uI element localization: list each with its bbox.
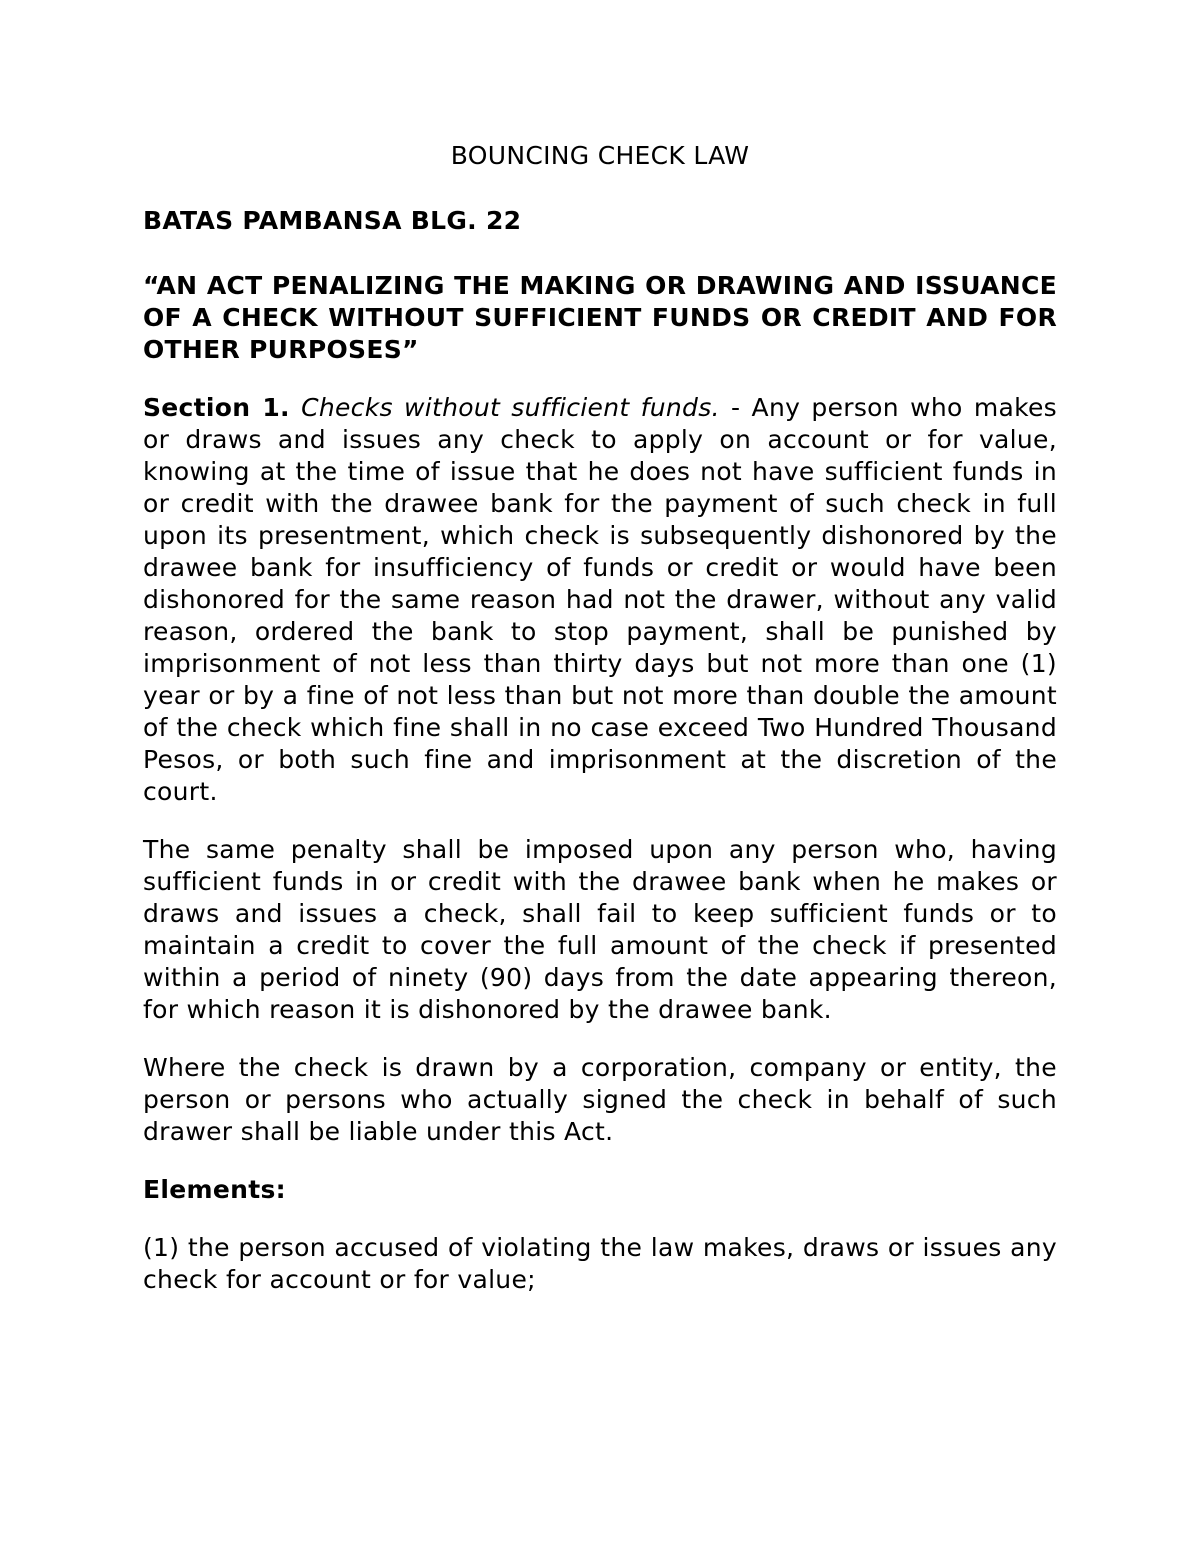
- section-1-body: - Any person who makes or draws and issues any check to apply on account or for value, knowing at the time of issue that he does not have sufficient funds in or credit with the drawee bank for the payment of such check in full upon its presentment, which check is subsequently dishonored by the drawee bank for insufficiency of funds or credit or would have been dishonored for the same reason had not the drawer, without any valid reason, ordered the bank to stop payment, shall be punished by imprisonment of not less than thirty days but not more than one (1) year or by a fine of not less than but not more than double the amount of the check which fine shall in no case exceed Two Hundred Thousand Pesos, or both such fine and imprisonment at the discretion of the court.: [143, 393, 1057, 806]
- law-number-heading: BATAS PAMBANSA BLG. 22: [143, 206, 522, 235]
- element-1: (1) the person accused of violating the law makes, draws or issues any check for account or for value;: [143, 1233, 1057, 1294]
- document-title: BOUNCING CHECK LAW: [450, 141, 750, 170]
- elements-heading: Elements:: [143, 1175, 286, 1204]
- section-1-paragraph: [143, 392, 1057, 808]
- paragraph-same-penalty: The same penalty shall be imposed upon any person who, having sufficient funds in or credit with the drawee bank when he makes or draws and issues a check, shall fail to keep sufficient funds or to maintain a credit to cover the full amount of the check if presented within a period of ninety (90) days from the date appearing thereon, for which reason it is dishonored by the drawee bank.: [143, 835, 1057, 1024]
- document-body: [143, 140, 1057, 1296]
- section-1-label: Section 1.: [143, 393, 290, 422]
- act-title: “AN ACT PENALIZING THE MAKING OR DRAWING AND ISSUANCE OF A CHECK WITHOUT SUFFICIENT FUNDS OR CREDIT AND FOR OTHER PURPOSES”: [143, 271, 1057, 364]
- paragraph-corporation: Where the check is drawn by a corporation, company or entity, the person or persons who actually signed the check in behalf of such drawer shall be liable under this Act.: [143, 1053, 1057, 1146]
- section-1-caption: Checks without sufficient funds.: [301, 393, 720, 422]
